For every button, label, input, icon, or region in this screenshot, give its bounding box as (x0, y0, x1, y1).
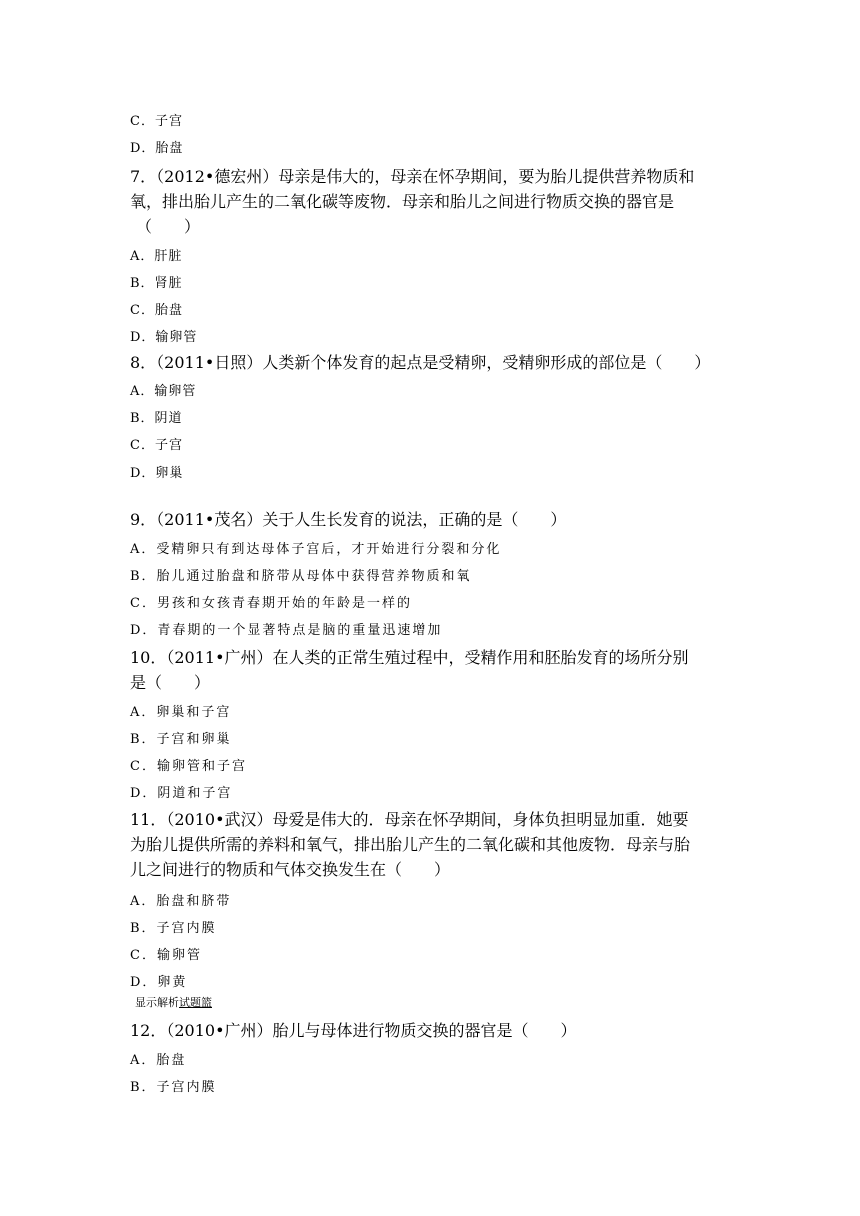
q10-text-line-2: 是（ ） (130, 673, 211, 692)
q11-text-line-3: 儿之间进行的物质和气体交换发生在（ ） (130, 860, 451, 879)
q7-option-a: A．肝脏 (130, 249, 183, 264)
q7-text-line-2: 氧，排出胎儿产生的二氧化碳等废物．母亲和胎儿之间进行物质交换的器官是 (130, 192, 675, 211)
q9-option-a: A．受精卵只有到达母体子宫后，才开始进行分裂和分化 (130, 542, 502, 557)
q9-option-c: C．男孩和女孩青春期开始的年龄是一样的 (130, 596, 412, 611)
q10-text-line-1: 10．（2011•广州）在人类的正常生殖过程中，受精作用和胚胎发育的场所分别 (130, 648, 689, 667)
q7-text-line-3: （ ） (136, 217, 201, 236)
q11-text-line-1: 11．（2010•武汉）母爱是伟大的．母亲在怀孕期间，身体负担明显加重．她要 (130, 810, 689, 829)
q11-text-line-2: 为胎儿提供所需的养料和氧气，排出胎儿产生的二氧化碳和其他废物．母亲与胎 (130, 835, 691, 854)
q12-text-line-1: 12．（2010•广州）胎儿与母体进行物质交换的器官是（ ） (130, 1021, 577, 1040)
q10-option-c: C．输卵管和子宫 (130, 759, 247, 774)
q11-option-a: A．胎盘和脐带 (130, 894, 232, 909)
q12-option-a: A．胎盘 (130, 1053, 187, 1068)
q7-option-c: C．胎盘 (130, 303, 183, 318)
q7-option-d: D．输卵管 (130, 330, 198, 345)
q11-option-b: B．子宫内膜 (130, 921, 217, 936)
q7-option-b: B．肾脏 (130, 276, 183, 291)
q9-option-d: D．青春期的一个显著特点是脑的重量迅速增加 (130, 623, 443, 638)
q8-option-b: B．阴道 (130, 411, 183, 426)
q11-option-c: C．输卵管 (130, 948, 202, 963)
show-analysis-row (135, 996, 212, 1010)
q10-option-a: A．卵巢和子宫 (130, 705, 232, 720)
q9-option-b: B．胎儿通过胎盘和脐带从母体中获得营养物质和氧 (130, 569, 472, 584)
q11-option-d: D．卵黄 (130, 975, 188, 990)
q6-option-c: C．子宫 (130, 114, 183, 129)
q12-option-b: B．子宫内膜 (130, 1080, 217, 1095)
show-analysis-link[interactable]: 显示解析 (135, 996, 179, 1009)
q8-option-d: D．卵巢 (130, 466, 184, 481)
q10-option-d: D．阴道和子宫 (130, 786, 233, 801)
q8-text-line-1: 8．（2011•日照）人类新个体发育的起点是受精卵，受精卵形成的部位是（ ） (130, 353, 711, 372)
question-basket-link[interactable]: 试题篮 (179, 996, 212, 1009)
q8-option-a: A．输卵管 (130, 384, 197, 399)
q7-text-line-1: 7．（2012•德宏州）母亲是伟大的，母亲在怀孕期间，要为胎儿提供营养物质和 (130, 167, 695, 186)
q9-text-line-1: 9．（2011•茂名）关于人生长发育的说法，正确的是（ ） (130, 510, 567, 529)
q8-option-c: C．子宫 (130, 438, 183, 453)
q6-option-d: D．胎盘 (130, 141, 184, 156)
q10-option-b: B．子宫和卵巢 (130, 732, 232, 747)
